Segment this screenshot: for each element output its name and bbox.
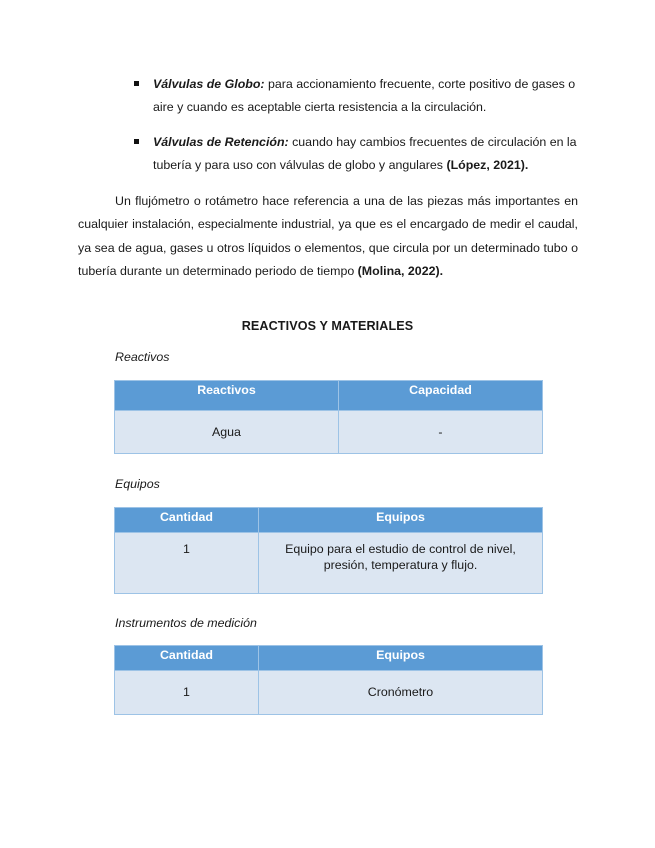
body-paragraph [78,190,578,283]
list-item [153,73,578,119]
table-header-row [115,646,543,671]
list-item [153,131,578,177]
bullet-term: Válvulas de Globo: [153,77,265,91]
table-cell: - [339,411,543,454]
bullet-text: cuando hay cambios frecuentes de circulación en la tubería y para uso con válvulas de globo y angulares [153,135,577,172]
instrumentos-table [114,645,543,715]
table-row [115,671,543,715]
section-title: REACTIVOS Y MATERIALES [241,319,414,333]
citation: (López, 2021). [446,158,529,172]
table-cell: Equipo para el estudio de control de nivel, presión, temperatura y flujo. [259,533,543,594]
table-cell: 1 [115,533,259,594]
table-header-row [115,381,543,411]
table-header-row [115,508,543,533]
column-header: Equipos [259,508,543,533]
citation: (Molina, 2022). [357,263,444,278]
table-caption: Instrumentos de medición [115,616,257,630]
table-cell: Cronómetro [259,671,543,715]
column-header: Capacidad [339,381,543,411]
bullet-term: Válvulas de Retención: [153,135,289,149]
column-header: Reactivos [115,381,339,411]
column-header: Cantidad [115,646,259,671]
paragraph-text: Un flujómetro o rotámetro hace referencia a una de las piezas más importantes en cualquier instalación, especialmente industrial, ya que es el encargado de medir el caudal, ya sea de agua, gases u otros líquidos o elementos, que circula por un determinado tubo o tubería durante un determinado periodo de tiempo [78,194,578,278]
bullet-text: para accionamiento frecuente, corte positivo de gases o aire y cuando es aceptable cierta resistencia a la circulación. [153,77,576,114]
square-bullet-icon [134,81,139,86]
table-caption: Equipos [115,477,160,491]
table-row [115,533,543,594]
reactivos-table [114,380,543,454]
equipos-table [114,507,543,594]
table-row [115,411,543,454]
table-cell: 1 [115,671,259,715]
table-caption: Reactivos [115,350,170,364]
table-cell: Agua [115,411,339,454]
column-header: Equipos [259,646,543,671]
column-header: Cantidad [115,508,259,533]
square-bullet-icon [134,139,139,144]
